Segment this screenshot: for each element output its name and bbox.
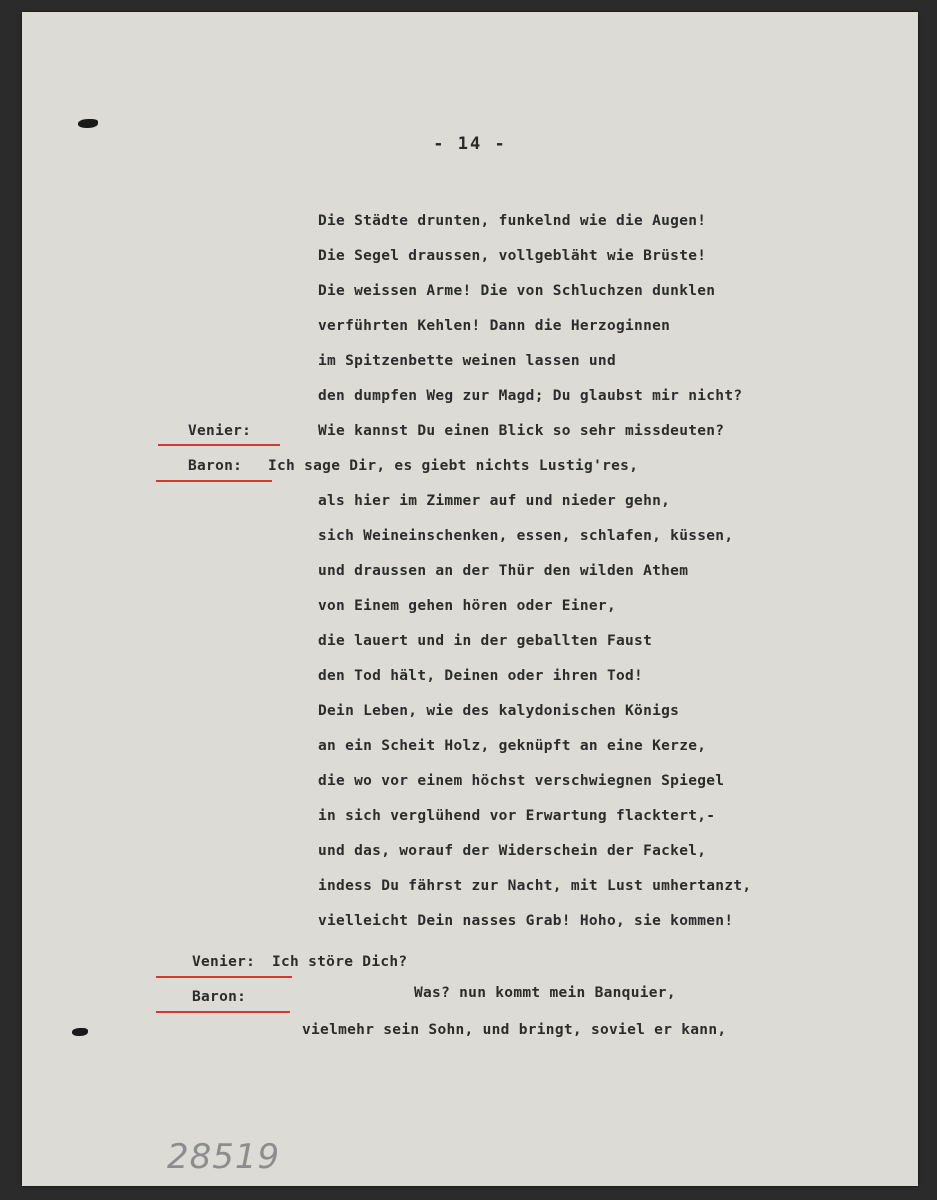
- verse-line: von Einem gehen hören oder Einer,: [318, 598, 616, 614]
- verse-line: indess Du fährst zur Nacht, mit Lust umhertanzt,: [318, 878, 752, 894]
- ink-blot: [78, 119, 98, 128]
- verse-line: im Spitzenbette weinen lassen und: [318, 353, 616, 369]
- verse-line: die wo vor einem höchst verschwiegnen Spiegel: [318, 773, 725, 789]
- verse-line: sich Weineinschenken, essen, schlafen, küssen,: [318, 528, 734, 544]
- verse-line: Die Segel draussen, vollgebläht wie Brüste!: [318, 248, 707, 264]
- verse-line: in sich verglühend vor Erwartung flacktert,-: [318, 808, 716, 824]
- verse-line: Die Städte drunten, funkelnd wie die Augen!: [318, 213, 707, 229]
- document-page: [22, 12, 918, 1186]
- verse-line: die lauert und in der geballten Faust: [318, 633, 653, 649]
- verse-line: Ich störe Dich?: [272, 954, 408, 970]
- verse-line: und draussen an der Thür den wilden Athem: [318, 563, 689, 579]
- verse-line: vielmehr sein Sohn, und bringt, soviel er kann,: [302, 1022, 727, 1038]
- ink-blot: [72, 1028, 88, 1036]
- verse-line: und das, worauf der Widerschein der Fackel,: [318, 843, 707, 859]
- speaker-underline: [158, 444, 280, 446]
- speaker-label: Venier:: [192, 954, 256, 970]
- speaker-underline: [156, 1011, 290, 1013]
- speaker-label: Venier:: [188, 423, 252, 439]
- verse-line: vielleicht Dein nasses Grab! Hoho, sie kommen!: [318, 913, 734, 929]
- verse-line: Die weissen Arme! Die von Schluchzen dunklen: [318, 283, 716, 299]
- verse-line: Wie kannst Du einen Blick so sehr missdeuten?: [318, 423, 725, 439]
- speaker-underline: [156, 976, 292, 978]
- speaker-underline: [156, 480, 272, 482]
- verse-line: Ich sage Dir, es giebt nichts Lustig'res,: [268, 458, 639, 474]
- verse-line: Dein Leben, wie des kalydonischen Königs: [318, 703, 680, 719]
- verse-line: verführten Kehlen! Dann die Herzoginnen: [318, 318, 671, 334]
- page-number: - 14 -: [433, 134, 507, 154]
- speaker-label: Baron:: [188, 458, 243, 474]
- verse-line: als hier im Zimmer auf und nieder gehn,: [318, 493, 671, 509]
- verse-line: den Tod hält, Deinen oder ihren Tod!: [318, 668, 644, 684]
- pencil-note: 28519: [167, 1137, 281, 1177]
- verse-line: Was? nun kommt mein Banquier,: [414, 985, 676, 1001]
- speaker-label: Baron:: [192, 989, 247, 1005]
- verse-line: an ein Scheit Holz, geknüpft an eine Kerze,: [318, 738, 707, 754]
- verse-line: den dumpfen Weg zur Magd; Du glaubst mir nicht?: [318, 388, 743, 404]
